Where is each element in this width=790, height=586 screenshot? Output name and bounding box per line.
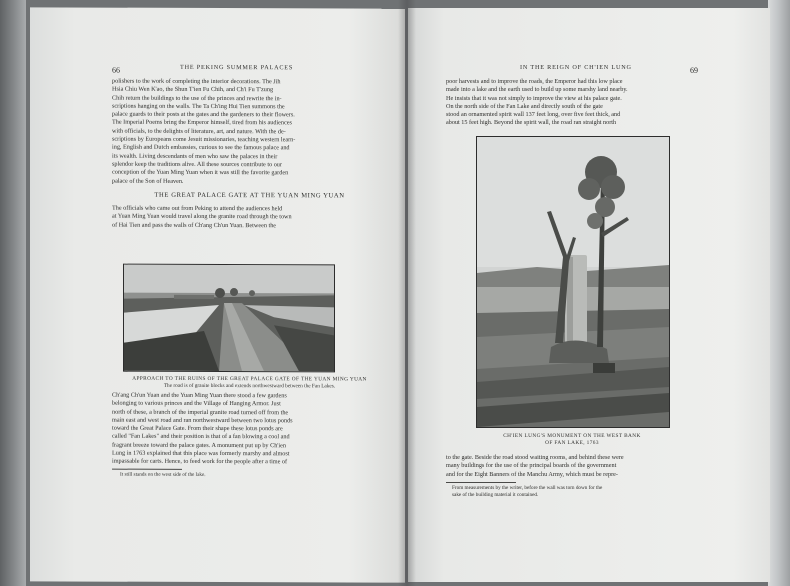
right-photo-caption-title: CH'IEN LUNG'S MONUMENT ON THE WEST BANK bbox=[503, 433, 641, 439]
book-gutter bbox=[398, 0, 416, 586]
left-footnote: It still stands on the west side of the lake. bbox=[120, 471, 206, 478]
photo-palace-gate-approach bbox=[123, 264, 335, 373]
left-page-number: 66 bbox=[112, 65, 120, 75]
right-photo-caption bbox=[476, 433, 668, 447]
right-running-head: IN THE REIGN OF CH'IEN LUNG bbox=[520, 64, 632, 71]
right-footnote: From measurements by the writer, before the wall was torn down for the sake of the building material it contained. bbox=[452, 485, 603, 498]
right-footnote-rule bbox=[446, 482, 516, 483]
left-footnote-rule bbox=[112, 469, 182, 470]
book-cover-edge-right bbox=[768, 0, 790, 586]
left-running-head: THE PEKING SUMMER PALACES bbox=[180, 63, 294, 72]
photo-road-image bbox=[124, 265, 334, 372]
right-paragraph-1: poor harvests and to improve the roads, the Emperor had this low place made into a lake and the earth used to build up some marshy land nearby. He insists that it was not simply to improve the view at his palace gate. On the north side of the Fan Lake and directly south of the gate stood an ornamented spirit wall 137 feet long, over five feet thick, and about 15 feet high. Beyond the spirit wall, the road ran straight north bbox=[446, 78, 628, 127]
right-page bbox=[408, 8, 770, 582]
left-page bbox=[30, 7, 405, 582]
left-photo-caption-sub: The road is of granite blocks and extends northwestward between the Fan Lakes. bbox=[163, 382, 336, 390]
photo-monument bbox=[476, 136, 670, 428]
right-photo-caption-sub: OF FAN LAKE, 1763 bbox=[545, 439, 599, 446]
book-cover-edge-left bbox=[0, 0, 26, 586]
left-photo-caption bbox=[112, 376, 387, 391]
photo-monument-image bbox=[477, 137, 669, 427]
left-paragraph-3: Ch'ang Ch'un Yuan and the Yuan Ming Yuan there stood a few gardens belonging to various princes and the Village of Hanging Armor. Just north of these, a branch of the imperial granite road turned off from the main east and west road and ran northwestward between two lotus ponds toward the Great Palace Gate. From their shape these lotus ponds are called "Fan Lakes" and their position is that of a fan blowing a cool and fragrant breeze toward the palace gates. A monument put up by Ch'ien Lung in 1763 explained that this place was formerly marshy and almost impassable for carts. Hence, to feed work for the people after a time of bbox=[112, 391, 293, 466]
right-page-number: 69 bbox=[690, 66, 698, 75]
left-paragraph-1: polishers to the work of completing the interior decorations. The Jih Hsia Chiu Wen K'ao, the Shun T'ien Fu Chih, and Ch'i Fu T'zung Chih return the buildings to the use of the princes and rewrite the in- scriptions hanging on the walls. The Ta Ch'ing Hui Tien summons the palace guards to their posts at the gates and the gardeners to their flowers. The Imperial Poems bring the Emperor himself, tired from his audiences with officials, to the delights of literature, art, and nature. With the de- scriptions by Europeans come Jesuit missionaries, teaching western learn- ing, English and Dutch embassies, curious to see the famous palace and its wealth. Living descendants of men who saw the palaces in their splendor keep the traditions alive. All these sources contribute to our conception of the Yuan Ming Yuan when it was still the favorite garden palace of the Son of Heaven. bbox=[112, 77, 296, 185]
left-photo-caption-title: APPROACH TO THE RUINS OF THE GREAT PALACE GATE OF THE YUAN MING YUAN bbox=[132, 375, 367, 383]
section-heading: THE GREAT PALACE GATE AT THE YUAN MING YUAN bbox=[154, 191, 345, 200]
left-paragraph-2: The officials who came out from Peking to attend the audiences held at Yuan Ming Yuan would travel along the granite road through the town of Hai Tien and pass the walls of Ch'ang Ch'un Yuan. Between the bbox=[112, 204, 292, 229]
right-paragraph-2: to the gate. Beside the road stood waiting rooms, and behind these were many buildings for the use of the principal boards of the government and for the Eight Banners of the Manchu Army, which must be repre- bbox=[446, 454, 624, 478]
